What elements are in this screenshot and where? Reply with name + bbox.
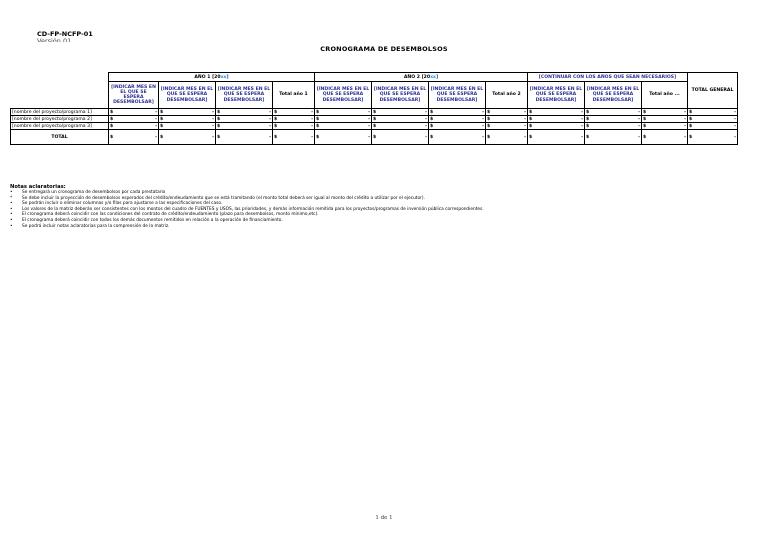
amount-cell[interactable]: $ - — [372, 130, 429, 145]
amount-cell[interactable]: $ - — [643, 116, 686, 122]
amount-cell[interactable]: $ - — [373, 109, 427, 115]
notes-title: Notas aclaratorias: — [10, 184, 66, 190]
month-header-y2-b: [INDICAR MES EN EL QUE SE ESPERA DESEMBOLSAR] — [372, 82, 429, 109]
amount-cell[interactable]: $ - — [430, 109, 484, 115]
note-bullet: • — [10, 223, 13, 229]
amount-cell[interactable]: $ - — [110, 116, 157, 122]
month-header-yn-b: [INDICAR MES EN EL QUE SE ESPERA DESEMBOLSAR] — [585, 82, 642, 109]
month-header-yn-a: [INDICAR MES EN EL QUE SE ESPERA DESEMBOLSAR] — [528, 82, 585, 109]
project-name-cell[interactable]: [nombre del proyecto/programa 2] — [11, 116, 109, 123]
amount-cell[interactable]: $ - — [315, 130, 372, 145]
amount-cell[interactable]: $ - — [642, 130, 688, 145]
total-yearn-header: Total año ... — [642, 82, 688, 109]
empty-corner-2 — [11, 82, 109, 109]
table-row — [11, 109, 738, 116]
amount-cell[interactable]: $ - — [430, 123, 484, 129]
note-text: Se debe incluir la proyección de desembolsos esperados del crédito/endeudamiento que se está tramitando (el monto total deberá ser igual al monto del crédito a utilizar por el ejecutor). — [22, 195, 425, 201]
amount-cell[interactable]: $ - — [487, 123, 526, 129]
amount-cell[interactable]: $ - — [316, 123, 370, 129]
total-year1-header: Total año 1 — [273, 82, 315, 109]
disbursement-table — [10, 72, 738, 145]
amount-cell[interactable]: $ - — [160, 109, 214, 115]
note-bullet: * — [10, 195, 13, 201]
amount-cell[interactable]: $ - — [689, 116, 736, 122]
amount-cell[interactable]: $ - — [430, 116, 484, 122]
amount-cell[interactable]: $ - — [529, 109, 583, 115]
amount-cell[interactable]: $ - — [643, 109, 686, 115]
amount-cell[interactable]: $ - — [643, 123, 686, 129]
amount-cell[interactable]: $ - — [689, 123, 736, 129]
amount-cell[interactable]: $ - — [487, 116, 526, 122]
amount-cell[interactable]: $ - — [216, 130, 273, 145]
note-item — [10, 224, 484, 230]
amount-cell[interactable]: $ - — [429, 130, 486, 145]
year2-header: AÑO 2 [20xx] — [315, 73, 528, 82]
document-title: CRONOGRAMA DE DESEMBOLSOS — [320, 45, 448, 53]
month-header-y1-c: [INDICAR MES EN EL QUE SE ESPERA DESEMBOLSAR] — [216, 82, 273, 109]
amount-cell[interactable]: $ - — [159, 130, 216, 145]
amount-cell[interactable]: $ - — [586, 123, 640, 129]
total-year2-header: Total año 2 — [486, 82, 528, 109]
page-number: 1 de 1 — [375, 515, 393, 521]
amount-cell[interactable]: $ - — [316, 116, 370, 122]
amount-cell[interactable]: $ - — [217, 109, 271, 115]
note-bullet: • — [10, 206, 13, 212]
note-text: Se podrá incluir notas aclaratorias para la comprensión de la matriz. — [22, 223, 170, 229]
note-bullet: • — [10, 212, 13, 218]
total-label: TOTAL — [11, 130, 109, 145]
year1-header: AÑO 1 [20xx] — [109, 73, 315, 82]
amount-cell[interactable]: $ - — [586, 116, 640, 122]
amount-cell[interactable]: $ - — [529, 123, 583, 129]
table-row — [11, 123, 738, 130]
amount-cell[interactable]: $ - — [586, 109, 640, 115]
note-bullet: • — [10, 190, 13, 195]
amount-cell[interactable]: $ - — [110, 109, 157, 115]
note-text: Se podrán incluir o eliminar columnas y/o filas para ajustarse a las especificaciones del caso. — [22, 201, 223, 207]
amount-cell[interactable]: $ - — [529, 116, 583, 122]
total-general-header: TOTAL GENERAL — [688, 73, 738, 109]
amount-cell[interactable]: $ - — [274, 109, 313, 115]
amount-cell[interactable]: $ - — [689, 109, 736, 115]
amount-cell[interactable]: $ - — [160, 116, 214, 122]
note-bullet: • — [10, 201, 13, 207]
month-header-y1-b: [INDICAR MES EN EL QUE SE ESPERA DESEMBOLSAR] — [159, 82, 216, 109]
notes-section — [10, 184, 484, 229]
column-header-row — [11, 82, 738, 109]
continue-years-header: [CONTINUAR CON LOS AÑOS QUE SEAN NECESARIOS] — [528, 73, 688, 82]
amount-cell[interactable]: $ - — [274, 123, 313, 129]
note-text: El cronograma deberá coincidir con todos los demás documentos remitidos en relación a la operación de financiamiento. — [22, 217, 283, 223]
month-header-y2-a: [INDICAR MES EN EL QUE SE ESPERA DESEMBOLSAR] — [315, 82, 372, 109]
note-text: El cronograma deberá coincidir con las condiciones del contrato de crédito/endeudamiento (plazo para desembolsos, monto mínimo,etc). — [22, 212, 319, 218]
code-label: CD-FP-NCFP-01 — [37, 30, 93, 38]
project-name-cell[interactable]: [nombre del proyecto/programa 3] — [11, 123, 109, 130]
table-row — [11, 116, 738, 123]
amount-cell[interactable]: $ - — [217, 123, 271, 129]
note-text: Se entregará un cronograma de desembolsos por cada prestatario — [22, 190, 166, 195]
amount-cell[interactable]: $ - — [688, 130, 738, 145]
amount-cell[interactable]: $ - — [585, 130, 642, 145]
empty-corner — [11, 73, 109, 82]
month-header-y2-c: [INDICAR MES EN EL QUE SE ESPERA DESEMBOLSAR] — [429, 82, 486, 109]
note-text: Los valores de la matriz deberán ser consistentes con los montos del cuadro de FUENTES y USOS, las prioridades, y demás información remitida para los proyectos/programas de inversión pública correspondientes. — [22, 206, 484, 212]
note-bullet: • — [10, 217, 13, 223]
amount-cell[interactable]: $ - — [373, 116, 427, 122]
amount-cell[interactable]: $ - — [487, 109, 526, 115]
amount-cell[interactable]: $ - — [273, 130, 315, 145]
amount-cell[interactable]: $ - — [486, 130, 528, 145]
amount-cell[interactable]: $ - — [528, 130, 585, 145]
amount-cell[interactable]: $ - — [110, 123, 157, 129]
document-code — [37, 31, 93, 42]
month-header-y1-a: [INDICAR MES EN EL QUE SE ESPERA DESEMBOLSAR] — [109, 82, 159, 109]
project-name-cell[interactable]: [nombre del proyecto/programa 1] — [11, 109, 109, 116]
amount-cell[interactable]: $ - — [316, 109, 370, 115]
amount-cell[interactable]: $ - — [217, 116, 271, 122]
version-label: Versión 01 — [37, 38, 72, 42]
amount-cell[interactable]: $ - — [160, 123, 214, 129]
amount-cell[interactable]: $ - — [109, 130, 159, 145]
amount-cell[interactable]: $ - — [373, 123, 427, 129]
amount-cell[interactable]: $ - — [274, 116, 313, 122]
year-header-row — [11, 73, 738, 82]
total-row — [11, 130, 738, 145]
